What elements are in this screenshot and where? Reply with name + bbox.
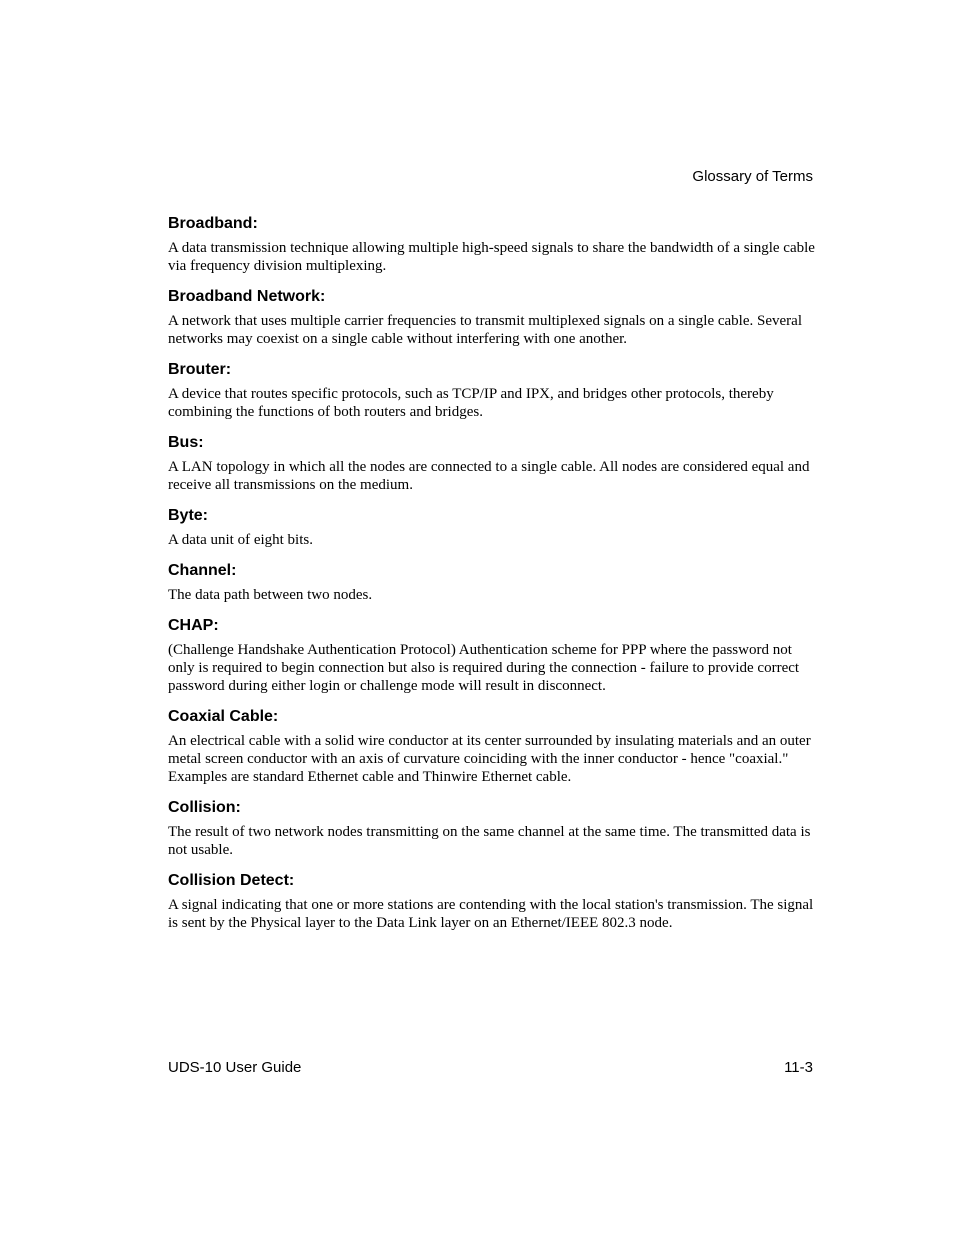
glossary-definition: The result of two network nodes transmitting on the same channel at the same time. The transmitted data is not usable. [168, 824, 811, 858]
footer-page-number: 11-3 [784, 1059, 813, 1076]
glossary-term: Byte: [168, 507, 209, 524]
glossary-entry [168, 288, 818, 348]
glossary-entry [168, 708, 818, 786]
page-footer [168, 1059, 813, 1077]
glossary-entry [168, 361, 818, 421]
glossary-definition: A data transmission technique allowing multiple high-speed signals to share the bandwidth of a single cable via frequency division multiplexing. [168, 240, 815, 274]
glossary-entry [168, 562, 818, 604]
glossary-term: Collision Detect: [168, 872, 295, 889]
glossary-entry [168, 799, 818, 859]
glossary-definition: A signal indicating that one or more stations are contending with the local station's transmission. The signal is sent by the Physical layer to the Data Link layer on an Ethernet/IEEE 802.3 node. [168, 897, 814, 931]
glossary-definition: (Challenge Handshake Authentication Protocol) Authentication scheme for PPP where the password not only is required to begin connection but also is required during the connection - failure to provide correct password during either login or challenge mode will result in disconnect. [168, 642, 800, 694]
glossary-entry [168, 215, 818, 275]
glossary-term: Collision: [168, 799, 241, 816]
glossary-list [168, 215, 818, 945]
running-header: Glossary of Terms [692, 168, 813, 185]
glossary-entry [168, 617, 818, 695]
glossary-term: Brouter: [168, 361, 232, 378]
glossary-definition: A LAN topology in which all the nodes are connected to a single cable. All nodes are considered equal and receive all transmissions on the medium. [168, 459, 810, 493]
glossary-entry [168, 507, 818, 549]
glossary-definition: A data unit of eight bits. [168, 532, 313, 548]
glossary-term: CHAP: [168, 617, 219, 634]
footer-guide-name: UDS-10 User Guide [168, 1059, 302, 1076]
glossary-term: Channel: [168, 562, 237, 579]
glossary-definition: A network that uses multiple carrier frequencies to transmit multiplexed signals on a single cable. Several networks may coexist on a single cable without interfering with one another. [168, 313, 802, 347]
glossary-term: Bus: [168, 434, 204, 451]
glossary-definition: The data path between two nodes. [168, 587, 373, 603]
glossary-definition: A device that routes specific protocols, such as TCP/IP and IPX, and bridges other protocols, thereby combining the functions of both routers and bridges. [168, 386, 774, 420]
glossary-term: Broadband Network: [168, 288, 326, 305]
glossary-term: Coaxial Cable: [168, 708, 279, 725]
glossary-definition: An electrical cable with a solid wire conductor at its center surrounded by insulating materials and an outer metal screen conductor with an axis of curvature coinciding with the inner conductor - hence "coaxial." Examples are standard Ethernet cable and Thinwire Ethernet cable. [168, 733, 811, 785]
glossary-entry [168, 872, 818, 932]
glossary-entry [168, 434, 818, 494]
glossary-term: Broadband: [168, 215, 258, 232]
